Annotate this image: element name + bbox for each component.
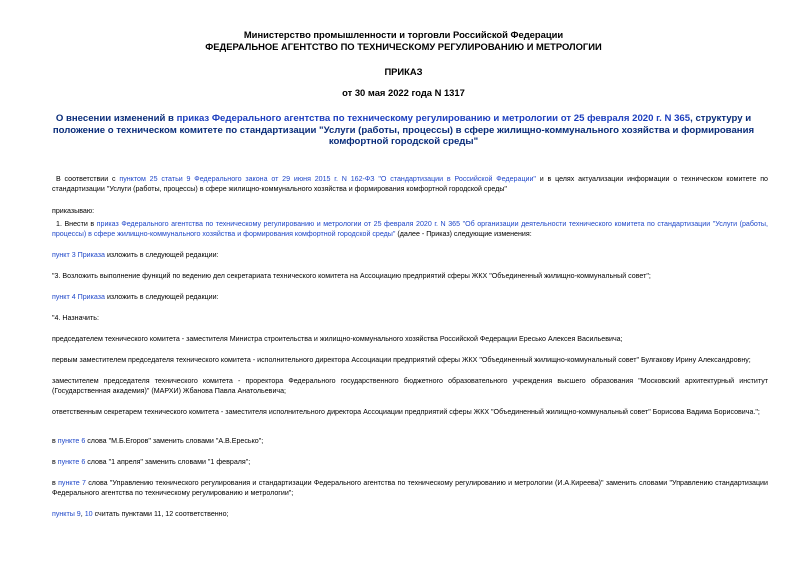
paragraph-clause-7: в пункте 7 слова "Управлению технического регулирования и стандартизации Федерального агентства по техническому регулированию и метрологии (И.А.Киреева)" заменить словами "Управлению стандартизации Федерального агентства по техническому регулированию и метрологии"; <box>52 479 768 498</box>
paragraph-clause-3-text: "3. Возложить выполнение функций по ведению дел секретариата технического комитета на Ассоциацию предприятий сферы ЖКХ "Объединенный жилищно-коммунальный совет"; <box>52 272 651 280</box>
paragraph-clause-6a: в пункте 6 слова "М.Б.Егоров" заменить словами "А.В.Ересько"; <box>52 437 264 445</box>
clause-6-link[interactable]: пункте 6 <box>57 437 86 445</box>
paragraph-appoint: "4. Назначить: <box>52 314 99 322</box>
paragraph-clause-6b: в пункте 6 слова "1 апреля" заменить словами "1 февраля"; <box>52 458 251 466</box>
paragraph-clauses-9-10: пункты 9, 10 считать пунктами 11, 12 соответственно; <box>52 510 229 518</box>
ministry-name: Министерство промышленности и торговли Российской Федерации <box>243 29 564 40</box>
agency-name: ФЕДЕРАЛЬНОЕ АГЕНТСТВО ПО ТЕХНИЧЕСКОМУ РЕГУЛИРОВАНИЮ И МЕТРОЛОГИИ <box>205 41 602 52</box>
order-link[interactable]: приказ Федерального агентства по техническому регулированию и метрологии от 25 февраля 2020 г. N 365 "Об организации деятельности технического комитета по стандартизации "Услуги (работы, процессы) в сфере жилищно-коммунального хозяйства и формирования комфортной городской среды" <box>52 220 769 239</box>
paragraph-first-deputy: первым заместителем председателя технического комитета - исполнительного директора Ассоциации предприятий сферы ЖКХ "Объединенный жилищно-коммунальный совет" Булгакову Ирину Александровну; <box>52 356 751 364</box>
paragraph-preamble: В соответствии с пунктом 25 статьи 9 Федерального закона от 29 июня 2015 г. N 162-ФЗ "О стандартизации в Российской Федерации" и в целях актуализации информации о техническом комитете по стандартизации "Услуги (работы, процессы) в сфере жилищно-коммунального хозяйства и формирования комфортной городской среды" <box>52 175 768 194</box>
document-title <box>50 113 757 148</box>
clause-10-link[interactable]: 10 <box>84 510 93 518</box>
clause-6-link-2[interactable]: пункте 6 <box>57 458 86 466</box>
paragraph-chairman: председателем технического комитета - заместителя Министра строительства и жилищно-коммунального хозяйства Российской Федерации Ересько Алексея Васильевича; <box>52 335 623 343</box>
title-prefix: О внесении изменений в <box>55 113 177 124</box>
paragraph-clause-4: пункт 4 Приказа изложить в следующей редакции: <box>52 293 219 301</box>
law-link[interactable]: пунктом 25 статьи 9 Федерального закона от 29 июня 2015 г. N 162-ФЗ "О стандартизации в Российской Федерации" <box>119 175 536 183</box>
paragraph-order: приказываю: <box>52 207 95 215</box>
paragraph-item-1: 1. Внести в приказ Федерального агентства по техническому регулированию и метрологии от 25 февраля 2020 г. N 365 "Об организации деятельности технического комитета по стандартизации "Услуги (работы, процессы) в сфере жилищно-коммунального хозяйства и формирования комфортной городской среды" (далее - Приказ) следующие изменения: <box>52 220 769 239</box>
paragraph-clause-3: пункт 3 Приказа изложить в следующей редакции: <box>52 251 219 259</box>
doc-date-number: от 30 мая 2022 года N 1317 <box>342 87 465 98</box>
title-link[interactable]: приказ Федерального агентства по техническому регулированию и метрологии от 25 февраля 2020 г. N 365 <box>176 113 691 124</box>
clause-9-link[interactable]: пункты 9 <box>52 510 81 518</box>
clause-4-link[interactable]: пункт 4 Приказа <box>52 293 105 301</box>
title-suffix: , структуру и положение о техническом комитете по стандартизации "Услуги (работы, процессы) в сфере жилищно-коммунального хозяйства и формирования комфортной городской среды" <box>52 113 755 147</box>
paragraph-secretary: ответственным секретарем технического комитета - заместителя исполнительного директора Ассоциации предприятий сферы ЖКХ "Объединенный жилищно-коммунальный совет" Борисова Вадима Борисовича."; <box>52 408 760 416</box>
clause-7-link[interactable]: пункте 7 <box>58 479 86 487</box>
paragraph-deputy: заместителем председателя технического комитета - проректора Федерального государственного бюджетного образовательного учреждения высшего образования "Московский архитектурный институт (Государственная академия)" (МАРХИ) Жбанова Павла Анатольевича; <box>52 377 768 396</box>
doc-type: ПРИКАЗ <box>384 66 423 77</box>
clause-3-link[interactable]: пункт 3 Приказа <box>52 251 105 259</box>
